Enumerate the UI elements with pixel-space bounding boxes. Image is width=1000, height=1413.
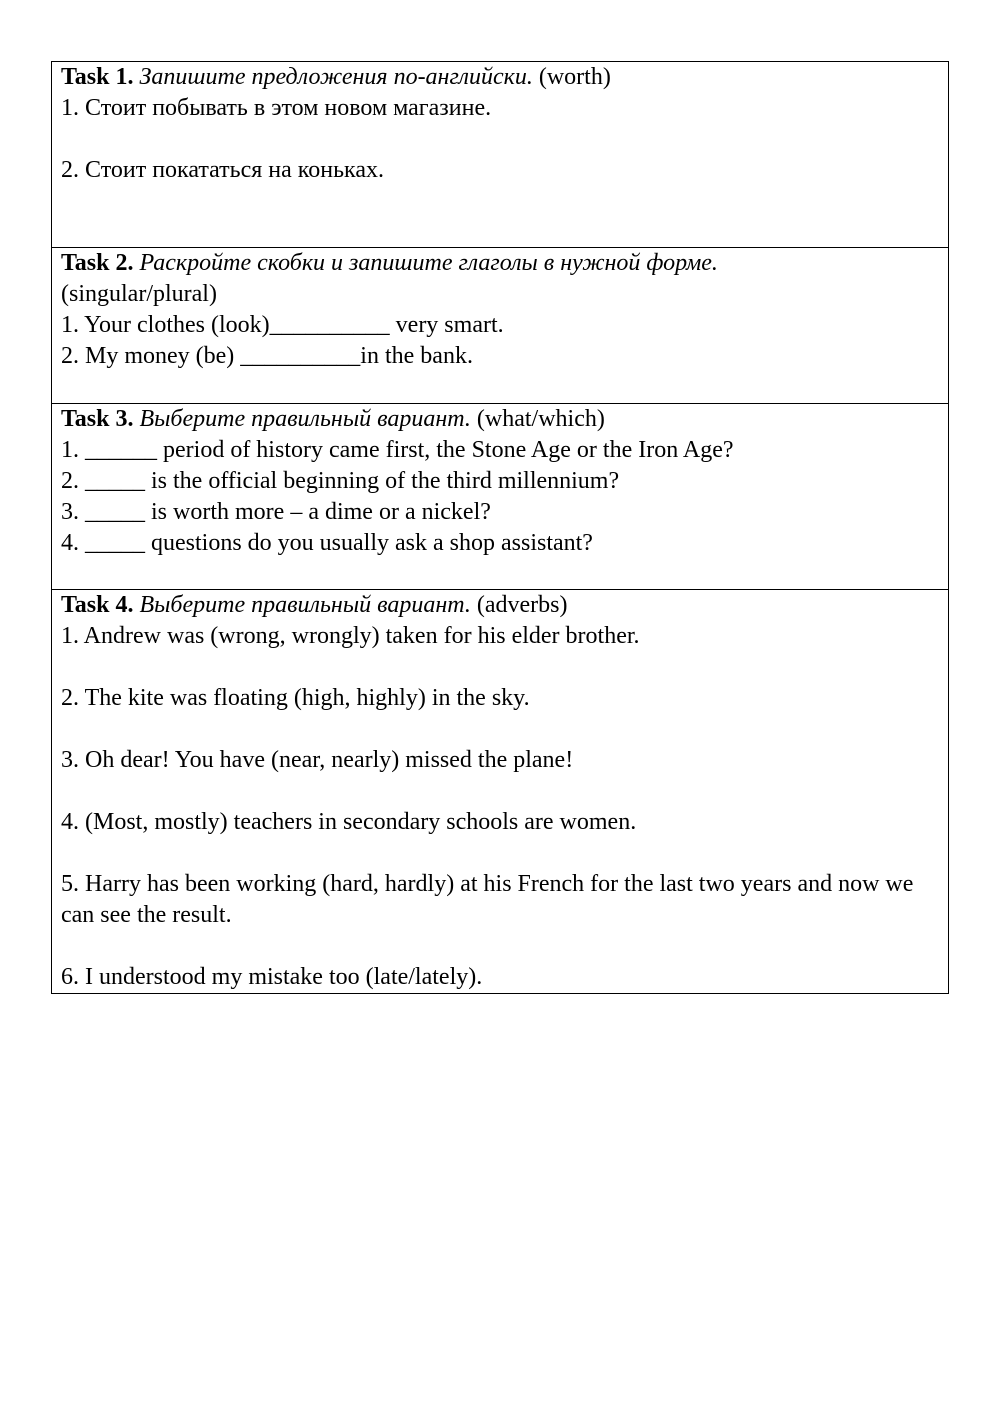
task-4-header: [61, 590, 940, 621]
task-2-instruction: Раскройте скобки и запишите глаголы в нужной форме.: [139, 250, 718, 276]
task-3-cell: [52, 404, 949, 590]
task-1-hint: (worth): [538, 64, 611, 90]
task-4-item-4: 4. (Most, mostly) teachers in secondary schools are women.: [61, 809, 637, 835]
task-4-hint: (adverbs): [476, 592, 568, 618]
task-1-instruction: Запишите предложения по-английски.: [139, 64, 533, 90]
task-2-header: [61, 248, 940, 279]
task-3-header: [61, 404, 940, 435]
task-1-item-2: 2. Стоит покататься на коньках.: [61, 157, 384, 183]
task-3-item-3: 3. _____ is worth more – a dime or a nickel?: [61, 499, 491, 525]
task-4-item-1: 1. Andrew was (wrong, wrongly) taken for his elder brother.: [61, 623, 640, 649]
task-3-row: [52, 404, 949, 590]
task-4-item-5: 5. Harry has been working (hard, hardly) at his French for the last two years and now we can see the result.: [61, 871, 920, 928]
task-4-item-3: 3. Oh dear! You have (near, nearly) missed the plane!: [61, 747, 574, 773]
task-3-hint: (what/which): [476, 406, 605, 432]
task-4-item-6: 6. I understood my mistake too (late/lately).: [61, 964, 483, 990]
task-3-item-2: 2. _____ is the official beginning of the third millennium?: [61, 468, 620, 494]
task-4-row: [52, 590, 949, 994]
task-3-item-1: 1. ______ period of history came first, the Stone Age or the Iron Age?: [61, 437, 734, 463]
spacer: [61, 776, 940, 807]
task-2-hint: (singular/plural): [61, 281, 217, 307]
spacer: [61, 838, 940, 869]
spacer: [61, 931, 940, 962]
task-3-instruction: Выберите правильный вариант.: [139, 406, 471, 432]
task-2-cell: [52, 248, 949, 404]
task-1-cell: [52, 62, 949, 248]
task-1-label: Task 1.: [61, 64, 134, 90]
task-2-item-1: 1. Your clothes (look)__________ very smart.: [61, 312, 504, 338]
worksheet-table: [51, 61, 949, 994]
task-2-item-2: 2. My money (be) __________in the bank.: [61, 343, 473, 369]
task-2-row: [52, 248, 949, 404]
task-4-label: Task 4.: [61, 592, 134, 618]
task-4-instruction: Выберите правильный вариант.: [139, 592, 471, 618]
task-4-item-2: 2. The kite was floating (high, highly) in the sky.: [61, 685, 530, 711]
spacer: [61, 124, 940, 155]
task-3-item-4: 4. _____ questions do you usually ask a shop assistant?: [61, 530, 593, 556]
task-2-label: Task 2.: [61, 250, 134, 276]
spacer: [61, 714, 940, 745]
spacer: [61, 652, 940, 683]
task-1-item-1: 1. Стоит побывать в этом новом магазине.: [61, 95, 492, 121]
task-4-cell: [52, 590, 949, 994]
task-1-row: [52, 62, 949, 248]
task-3-label: Task 3.: [61, 406, 134, 432]
task-1-header: [61, 62, 940, 93]
